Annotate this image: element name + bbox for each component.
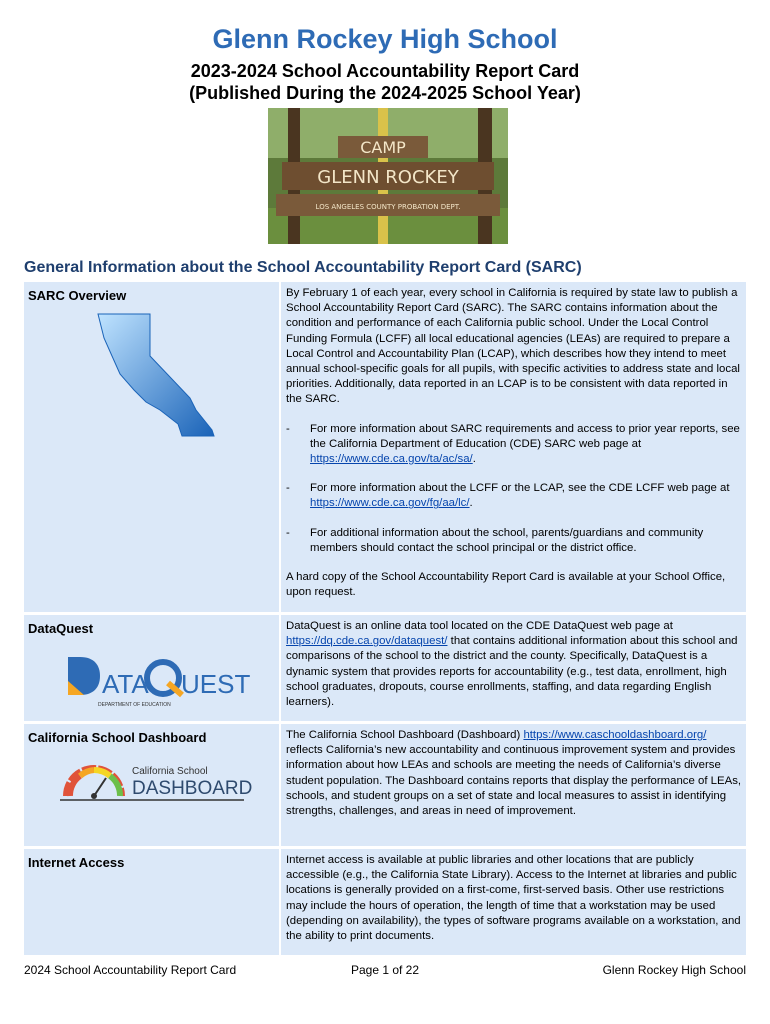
sarc-overview-label: SARC Overview — [28, 288, 127, 303]
sarc-overview-intro: By February 1 of each year, every school in California is required by state law to publish a School Accountability Report Card (SARC). The SARC contains information about the condition and performance of each California public school. Under the Local Control Funding Formula (LCFF) all local educational agencies (LEAs) are required to prepare a Local Control and Accountability Plan (LCAP), which describes how they intend to meet annual school-specific goals for all pupils, with specific activities to address state and local priorities. Additionally, data reported in an LCAP is to be consistent with data reported in the SARC. — [286, 287, 740, 406]
bullet-dash: - — [286, 526, 290, 539]
bullet-3-text: For additional information about the school, parents/guardians and community members should contact the school principal or the district office. — [310, 526, 704, 554]
dataquest-label: DataQuest — [28, 621, 94, 636]
sign-text-3: LOS ANGELES COUNTY PROBATION DEPT. — [315, 203, 461, 211]
bullet-sarc-info: - For more information about SARC requirements and access to prior year reports, see the California Department of Education (CDE) SARC web page at https://www.cde.ca.gov/ta/ac/sa/. — [286, 422, 742, 468]
internet-access-description: Internet access is available at public libraries and other locations that are publicly accessible (e.g., the California State Library). Access to the Internet at libraries and public locations is generally provided on a first-come, first-served basis. Other use restrictions may include the hours of operation, the length of time that a workstation may be used (depending on availability), the types of software programs available on a workstation, and the ability to print documents. — [286, 854, 741, 943]
row-label-cell — [24, 724, 279, 846]
subtitle-line-2: (Published During the 2024-2025 School Year) — [189, 83, 581, 103]
internet-access-label: Internet Access — [28, 855, 125, 870]
sign-text-2: GLENN ROCKEY — [317, 167, 459, 188]
cde-lcff-link[interactable]: https://www.cde.ca.gov/fg/aa/lc/ — [310, 497, 470, 510]
bullet-2-text: For more information about the LCFF or the LCAP, see the CDE LCFF web page at — [310, 482, 730, 495]
footer-report-name: 2024 School Accountability Report Card — [24, 963, 237, 977]
dashboard-logo-line2: DASHBOARD — [132, 778, 253, 799]
row-dataquest — [24, 615, 746, 721]
row-internet-access — [24, 849, 746, 955]
bullet-dash: - — [286, 422, 290, 435]
camp-sign-photo — [268, 108, 508, 244]
row-label-cell — [24, 615, 279, 721]
school-title: Glenn Rockey High School — [212, 24, 558, 54]
dashboard-description — [286, 728, 742, 819]
report-subtitle — [0, 60, 770, 104]
dataquest-content — [281, 615, 746, 721]
dataquest-link[interactable]: https://dq.cde.ca.gov/dataquest/ — [286, 635, 448, 648]
row-dashboard — [24, 724, 746, 846]
logo-text-a: ATA — [102, 669, 149, 699]
row-label-cell — [24, 282, 279, 612]
footer-page-number: Page 1 of 22 — [350, 963, 420, 977]
dashboard-content — [281, 724, 746, 846]
row-label-cell — [24, 849, 279, 955]
sign-text-1: CAMP — [360, 138, 406, 157]
dataquest-text-before: DataQuest is an online data tool located on the CDE DataQuest web page at — [286, 620, 673, 632]
bullet-lcff-info: - For more information about the LCFF or the LCAP, see the CDE LCFF web page at https://www.cde.ca.gov/fg/aa/lc/. — [286, 481, 742, 511]
dataquest-text-after: that contains additional information about this school and comparisons of the school to the district and the county. Specifically, DataQuest is a dynamic system that provides reports for accountability (e.g., test data, enrollment, high school graduates, dropouts, course enrollments, staffing, and data regarding English learners). — [286, 635, 738, 709]
dataquest-description — [286, 619, 742, 710]
sarc-overview-content — [281, 282, 746, 612]
dashboard-text-after: reflects California’s new accountability and continuous improvement system and provides information about how LEAs and schools are meeting the needs of California’s diverse student population. The Dashboard contains reports that display the performance of LEAs, schools, and student groups on a set of state and local measures to assist in identifying strengths, challenges, and areas in need of improvement. — [286, 744, 742, 818]
internet-access-content — [281, 849, 746, 955]
cde-sarc-link[interactable]: https://www.cde.ca.gov/ta/ac/sa/ — [310, 453, 473, 466]
dashboard-logo-line1: California School — [132, 766, 208, 777]
footer-school-name: Glenn Rockey High School — [602, 963, 746, 977]
dashboard-logo — [60, 756, 253, 806]
logo-text-b: UEST — [181, 669, 251, 699]
row-sarc-overview — [24, 282, 746, 612]
bullet-dash: - — [286, 482, 290, 495]
subtitle-line-1: 2023-2024 School Accountability Report Card — [190, 61, 580, 81]
section-heading: General Information about the School Accountability Report Card (SARC) — [24, 259, 582, 276]
logo-caption: DEPARTMENT OF EDUCATION — [98, 702, 171, 708]
dashboard-link[interactable]: https://www.caschooldashboard.org/ — [523, 729, 707, 741]
dashboard-label: California School Dashboard — [28, 730, 207, 745]
bullet-contact-info — [286, 526, 742, 556]
dashboard-text-before: The California School Dashboard (Dashboard) — [286, 729, 524, 741]
california-map-icon — [94, 312, 219, 437]
bullet-1-text: For more information about SARC requirements and access to prior year reports, see the California Department of Education (CDE) SARC web page at — [310, 422, 740, 450]
hard-copy-note: A hard copy of the School Accountability Report Card is available at your School Office, upon request. — [286, 571, 726, 599]
dataquest-logo — [64, 651, 251, 709]
